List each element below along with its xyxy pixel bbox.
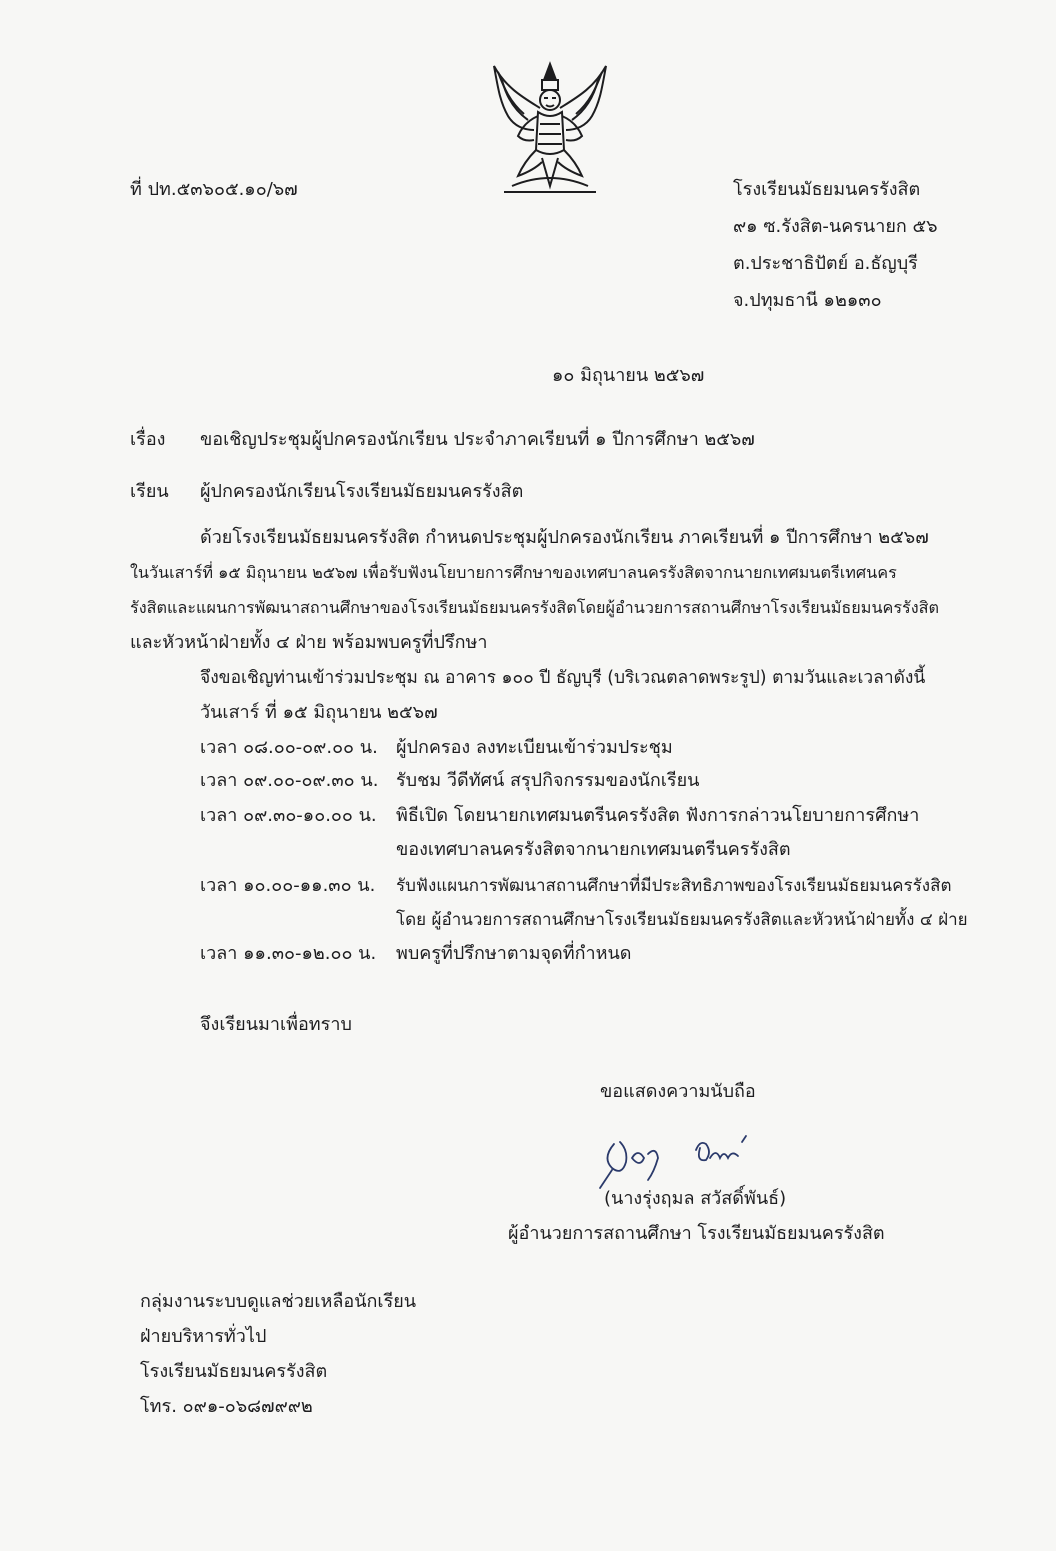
address-line: ต.ประชาธิปัตย์ อ.ธัญบุรี [733,253,918,274]
paragraph-line: และหัวหน้าฝ่ายทั้ง ๔ ฝ่าย พร้อมพบครูที่ปรึกษา [130,632,488,653]
paragraph-line: รังสิตและแผนการพัฒนาสถานศึกษาของโรงเรียนมัธยมนครรังสิตโดยผู้อำนวยการสถานศึกษาโรงเรียนมัธยมนครรังสิต [130,598,940,617]
schedule-description: รับชม วีดีทัศน์ สรุปกิจกรรมของนักเรียน [396,770,700,791]
address-line: โรงเรียนมัธยมนครรังสิต [733,179,921,200]
signer-name: (นางรุ่งฤมล สวัสดิ์พันธ์) [604,1188,787,1209]
schedule-description: พิธีเปิด โดยนายกเทศมนตรีนครรังสิต ฟังการกล่าวนโยบายการศึกษา [396,805,920,826]
paragraph-line: ด้วยโรงเรียนมัธยมนครรังสิต กำหนดประชุมผู้ปกครองนักเรียน ภาคเรียนที่ ๑ ปีการศึกษา ๒๕๖๗ [200,527,929,548]
handwritten-signature [592,1128,782,1190]
meeting-date: วันเสาร์ ที่ ๑๕ มิถุนายน ๒๕๖๗ [200,702,438,723]
address-line: ๙๑ ซ.รังสิต-นครนายก ๕๖ [733,216,938,237]
garuda-emblem-icon [484,58,616,198]
invitation-paragraph: จึงขอเชิญท่านเข้าร่วมประชุม ณ อาคาร ๑๐๐ ปี ธัญบุรี (บริเวณตลาดพระรูป) ตามวันและเวลาดังนี้ [200,668,926,688]
schedule-description: โดย ผู้อำนวยการสถานศึกษาโรงเรียนมัธยมนครรังสิตและหัวหน้าฝ่ายทั้ง ๔ ฝ่าย [396,910,968,930]
schedule-item [200,736,960,766]
schedule-time: เวลา ๑๑.๓๐-๑๒.๐๐ น. [200,943,377,964]
schedule-item [200,874,980,938]
salutation: ขอแสดงความนับถือ [600,1081,756,1102]
schedule-item [200,942,960,972]
reference-number: ที่ ปท.๕๓๖๐๕.๑๐/๖๗ [130,179,298,200]
paragraph-line: ในวันเสาร์ที่ ๑๕ มิถุนายน ๒๕๖๗ เพื่อรับฟังนโยบายการศึกษาของเทศบาลนครรังสิตจากนายกเทศมนตรีเทศนคร [130,563,897,582]
schedule-time: เวลา ๐๘.๐๐-๐๙.๐๐ น. [200,737,378,758]
recipient-label: เรียน [130,481,169,502]
schedule-item [200,804,960,868]
schedule-description: รับฟังแผนการพัฒนาสถานศึกษาที่มีประสิทธิภาพของโรงเรียนมัธยมนครรังสิต [396,876,952,896]
schedule-time: เวลา ๐๙.๐๐-๐๙.๓๐ น. [200,770,379,791]
schedule-time: เวลา ๐๙.๓๐-๑๐.๐๐ น. [200,805,377,826]
schedule-description: พบครูที่ปรึกษาตามจุดที่กำหนด [396,943,632,964]
schedule-description: ของเทศบาลนครรังสิตจากนายกเทศมนตรีนครรังสิต [396,839,791,860]
schedule-time: เวลา ๑๐.๐๐-๑๑.๓๐ น. [200,875,376,896]
subject-label: เรื่อง [130,429,166,450]
recipient-text: ผู้ปกครองนักเรียนโรงเรียนมัธยมนครรังสิต [200,481,524,502]
closing-text: จึงเรียนมาเพื่อทราบ [200,1014,352,1035]
footer-school: โรงเรียนมัธยมนครรังสิต [140,1361,328,1382]
footer-division: ฝ่ายบริหารทั่วไป [140,1326,267,1347]
footer-department: กลุ่มงานระบบดูแลช่วยเหลือนักเรียน [140,1291,417,1312]
subject-text: ขอเชิญประชุมผู้ปกครองนักเรียน ประจำภาคเรียนที่ ๑ ปีการศึกษา ๒๕๖๗ [200,429,755,450]
letter-date: ๑๐ มิถุนายน ๒๕๖๗ [552,365,705,386]
address-line: จ.ปทุมธานี ๑๒๑๓๐ [733,290,882,311]
signer-position: ผู้อำนวยการสถานศึกษา โรงเรียนมัธยมนครรังสิต [508,1223,885,1244]
schedule-description: ผู้ปกครอง ลงทะเบียนเข้าร่วมประชุม [396,737,673,758]
footer-phone: โทร. ๐๙๑-๐๖๘๗๙๙๒ [140,1396,313,1417]
schedule-item [200,769,960,799]
